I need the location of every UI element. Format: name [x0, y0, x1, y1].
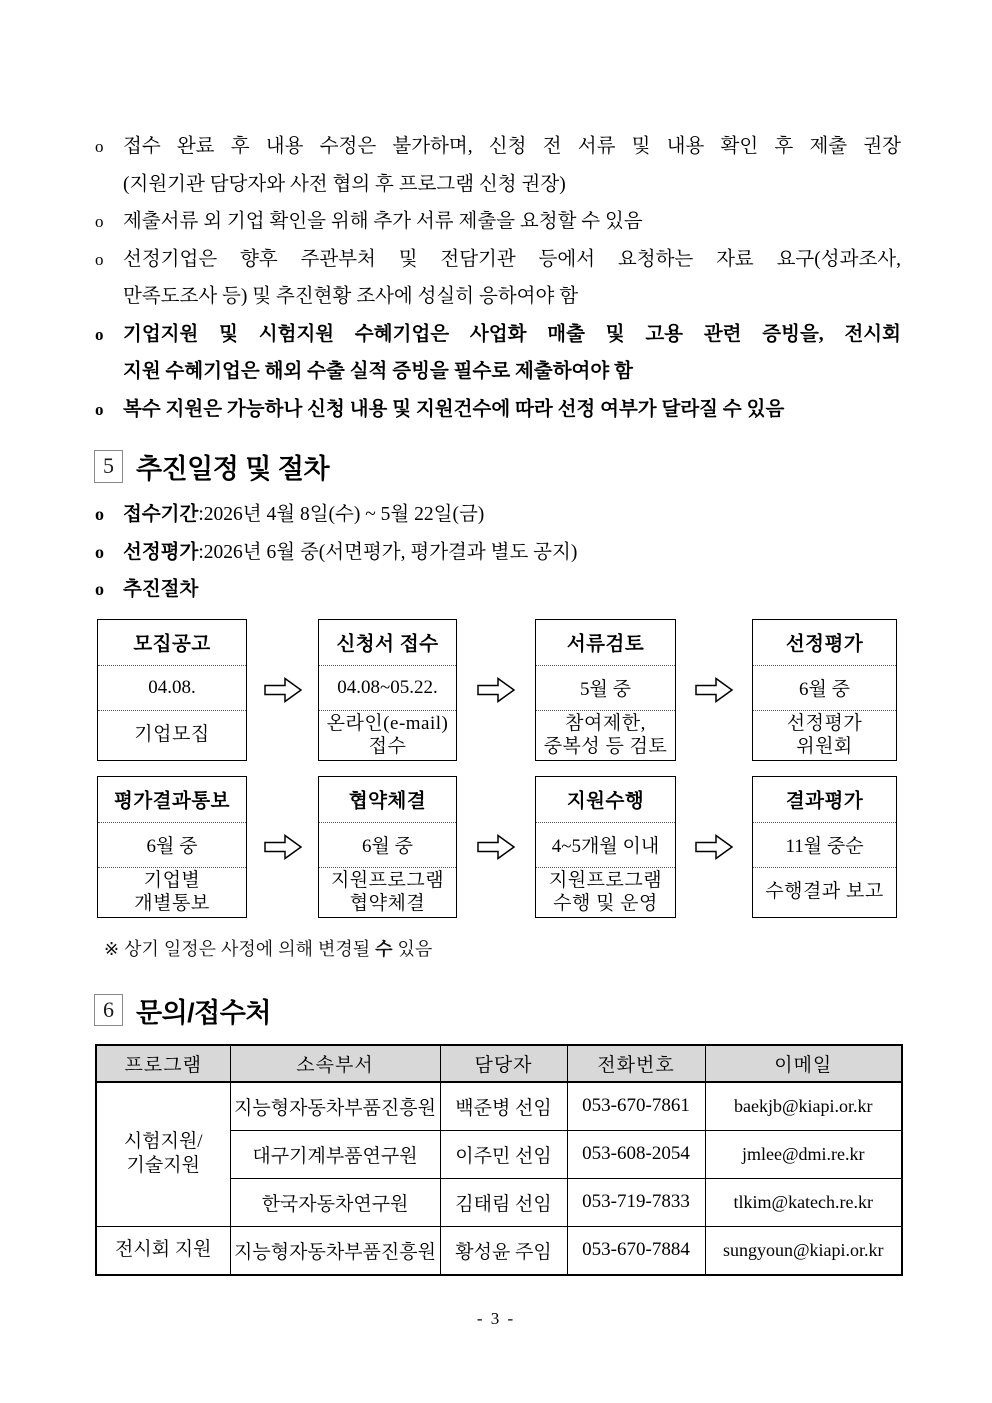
flow-step-support-execution [535, 776, 676, 918]
notice-line: 만족도조사 등) 및 추진현황 조사에 성실히 응하여야 함 [123, 286, 579, 307]
page-number: - 3 - [476, 1309, 516, 1328]
flow-step-date: 6월 중 [753, 666, 896, 711]
cell-email: baekjb@kiapi.or.kr [705, 1082, 902, 1131]
notice-item [95, 241, 901, 316]
flow-step-title: 결과평가 [753, 777, 896, 823]
flow-step-date: 11월 중순 [753, 823, 896, 868]
bullet-sub-icon: o [95, 541, 104, 562]
bullet-circle-icon: o [95, 399, 104, 419]
cell-department: 지능형자동차부품진흥원 [230, 1082, 440, 1131]
flow-step-desc-line: 기업모집 [134, 724, 210, 746]
table-header-row [96, 1045, 902, 1082]
flow-step-desc [536, 711, 675, 760]
notice-item [95, 391, 901, 429]
table-row [96, 1082, 902, 1131]
flow-step-desc-line: 위원회 [796, 736, 853, 757]
flow-step-title: 지원수행 [536, 777, 675, 823]
bullet-circle-icon: o [95, 324, 104, 344]
flow-step-result-notice [97, 776, 247, 918]
flow-step-desc [536, 868, 675, 917]
notice-line: 선정기업은 향후 주관부처 및 전담기관 등에서 요청하는 자료 요구(성과조사, [123, 248, 901, 270]
cell-person: 이주민 선임 [440, 1130, 567, 1178]
cell-person: 황성윤 주임 [440, 1226, 567, 1275]
flow-step-desc-line: 참여제한, [565, 712, 646, 734]
schedule-value: 2026년 4월 8일(수) ~ 5월 22일(금) [203, 504, 485, 525]
note-text-bold: 수 [375, 938, 393, 959]
flow-step-date: 5월 중 [536, 666, 675, 711]
flow-step-title: 선정평가 [753, 620, 896, 666]
program-label-line: 시험지원/ [123, 1131, 203, 1152]
flow-step-desc-line: 접수 [368, 736, 407, 757]
flow-step-date: 6월 중 [98, 823, 246, 868]
arrow-right-icon [676, 776, 752, 918]
flow-step-desc-line: 선정평가 [786, 712, 863, 734]
column-header-department: 소속부서 [230, 1045, 440, 1082]
flow-step-desc-line: 개별통보 [134, 893, 210, 914]
document-content [95, 128, 901, 1276]
arrow-right-icon [457, 619, 535, 761]
flow-step-announcement [97, 619, 247, 761]
flow-step-application [318, 619, 457, 761]
cell-program-group [96, 1082, 230, 1227]
cell-phone: 053-719-7833 [567, 1178, 705, 1226]
schedule-item-reception [95, 496, 901, 534]
schedule-value: 2026년 6월 중(서면평가, 평가결과 별도 공지) [203, 541, 578, 563]
flow-step-desc-line: 협약체결 [349, 893, 426, 914]
notice-line: 지원 수혜기업은 해외 수출 실적 증빙을 필수로 제출하여야 함 [123, 361, 633, 382]
flow-step-title: 신청서 접수 [319, 620, 456, 666]
notice-line: 제출서류 외 기업 확인을 위해 추가 서류 제출을 요청할 수 있음 [123, 211, 643, 232]
flow-step-desc [753, 711, 896, 760]
contact-table [95, 1044, 903, 1276]
schedule-change-note [104, 935, 901, 961]
bullet-sub-icon: o [95, 579, 104, 599]
arrow-right-icon [247, 619, 318, 761]
flow-step-desc [319, 711, 456, 760]
cell-email: sungyoun@kiapi.or.kr [705, 1226, 902, 1275]
flow-step-selection-evaluation [752, 619, 897, 761]
notice-item [95, 203, 901, 241]
section-number-box: 6 [94, 994, 123, 1027]
process-flow-row-2 [97, 776, 901, 918]
table-row [96, 1226, 902, 1275]
flow-step-title: 평가결과통보 [98, 777, 246, 823]
flow-step-desc [753, 868, 896, 917]
flow-step-desc-line: 온라인(e-mail) [326, 712, 449, 734]
arrow-right-icon [247, 776, 318, 918]
flow-step-date: 6월 중 [319, 823, 456, 868]
flow-step-desc-line: 기업별 [143, 869, 201, 891]
section-number-box: 5 [94, 450, 123, 483]
column-header-phone: 전화번호 [567, 1045, 705, 1082]
flow-step-desc-line: 중복성 등 검토 [543, 736, 668, 757]
flow-step-desc-line: 수행결과 보고 [765, 881, 884, 903]
cell-email: jmlee@dmi.re.kr [705, 1130, 902, 1178]
cell-department: 한국자동차연구원 [230, 1178, 440, 1226]
flow-step-date: 04.08. [98, 666, 246, 711]
flow-step-desc [98, 868, 246, 917]
note-text: 있음 [392, 938, 433, 959]
flow-step-desc [98, 711, 246, 760]
cell-person: 김태림 선임 [440, 1178, 567, 1226]
process-flow-row-1 [97, 619, 901, 761]
cell-person: 백준병 선임 [440, 1082, 567, 1131]
section-title: 추진일정 및 절차 [136, 454, 330, 484]
column-header-program: 프로그램 [96, 1045, 230, 1082]
flow-step-desc-line: 지원프로그램 [548, 869, 663, 891]
notice-line: (지원기관 담당자와 사전 협의 후 프로그램 신청 권장) [123, 173, 566, 195]
cell-phone: 053-608-2054 [567, 1130, 705, 1178]
flow-step-title: 협약체결 [319, 777, 456, 823]
schedule-label: 추진절차 [123, 579, 199, 600]
flow-step-title: 모집공고 [98, 620, 246, 666]
schedule-label: 선정평가 [123, 541, 199, 563]
bullet-circle-icon: o [95, 137, 104, 156]
schedule-separator: : [198, 504, 204, 525]
notice-line: 복수 지원은 가능하나 신청 내용 및 지원건수에 따라 선정 여부가 달라질 수 있음 [123, 398, 785, 420]
arrow-right-icon [457, 776, 535, 918]
cell-phone: 053-670-7884 [567, 1226, 705, 1275]
section-5-heading [94, 447, 901, 486]
flow-step-title: 서류검토 [536, 620, 675, 666]
cell-program: 전시회 지원 [96, 1226, 230, 1275]
bullet-sub-icon: o [95, 504, 104, 524]
flow-step-document-review [535, 619, 676, 761]
notice-line: 접수 완료 후 내용 수정은 불가하며, 신청 전 서류 및 내용 확인 후 제출 권장 [123, 136, 901, 157]
notice-item [95, 316, 901, 391]
notice-list [95, 128, 901, 428]
flow-step-result-evaluation [752, 776, 897, 918]
notice-item [95, 128, 901, 203]
program-label-line: 기술지원 [126, 1155, 200, 1176]
cell-department: 지능형자동차부품진흥원 [230, 1226, 440, 1275]
schedule-item-procedure [95, 571, 901, 609]
flow-step-desc-line: 수행 및 운영 [553, 893, 658, 914]
column-header-person: 담당자 [440, 1045, 567, 1082]
column-header-email: 이메일 [705, 1045, 902, 1082]
cell-department: 대구기계부품연구원 [230, 1130, 440, 1178]
flow-step-date: 4~5개월 이내 [536, 823, 675, 868]
flow-step-desc [319, 868, 456, 917]
cell-phone: 053-670-7861 [567, 1082, 705, 1131]
schedule-label: 접수기간 [123, 504, 199, 525]
section-title: 문의/접수처 [136, 997, 271, 1028]
flow-step-date: 04.08~05.22. [319, 666, 456, 711]
schedule-separator: : [198, 541, 204, 563]
flow-step-desc-line: 지원프로그램 [330, 869, 445, 891]
flow-step-agreement [318, 776, 457, 918]
section-6-heading [94, 991, 901, 1030]
arrow-right-icon [676, 619, 752, 761]
schedule-item-evaluation [95, 534, 901, 572]
notice-line: 기업지원 및 시험지원 수혜기업은 사업화 매출 및 고용 관련 증빙을, 전시회 [123, 323, 901, 345]
cell-email: tlkim@katech.re.kr [705, 1178, 902, 1226]
bullet-circle-icon: o [95, 212, 104, 231]
note-text: ※ 상기 일정은 사정에 의해 변경될 [104, 938, 376, 959]
schedule-list [95, 496, 901, 609]
bullet-circle-icon: o [95, 249, 104, 269]
